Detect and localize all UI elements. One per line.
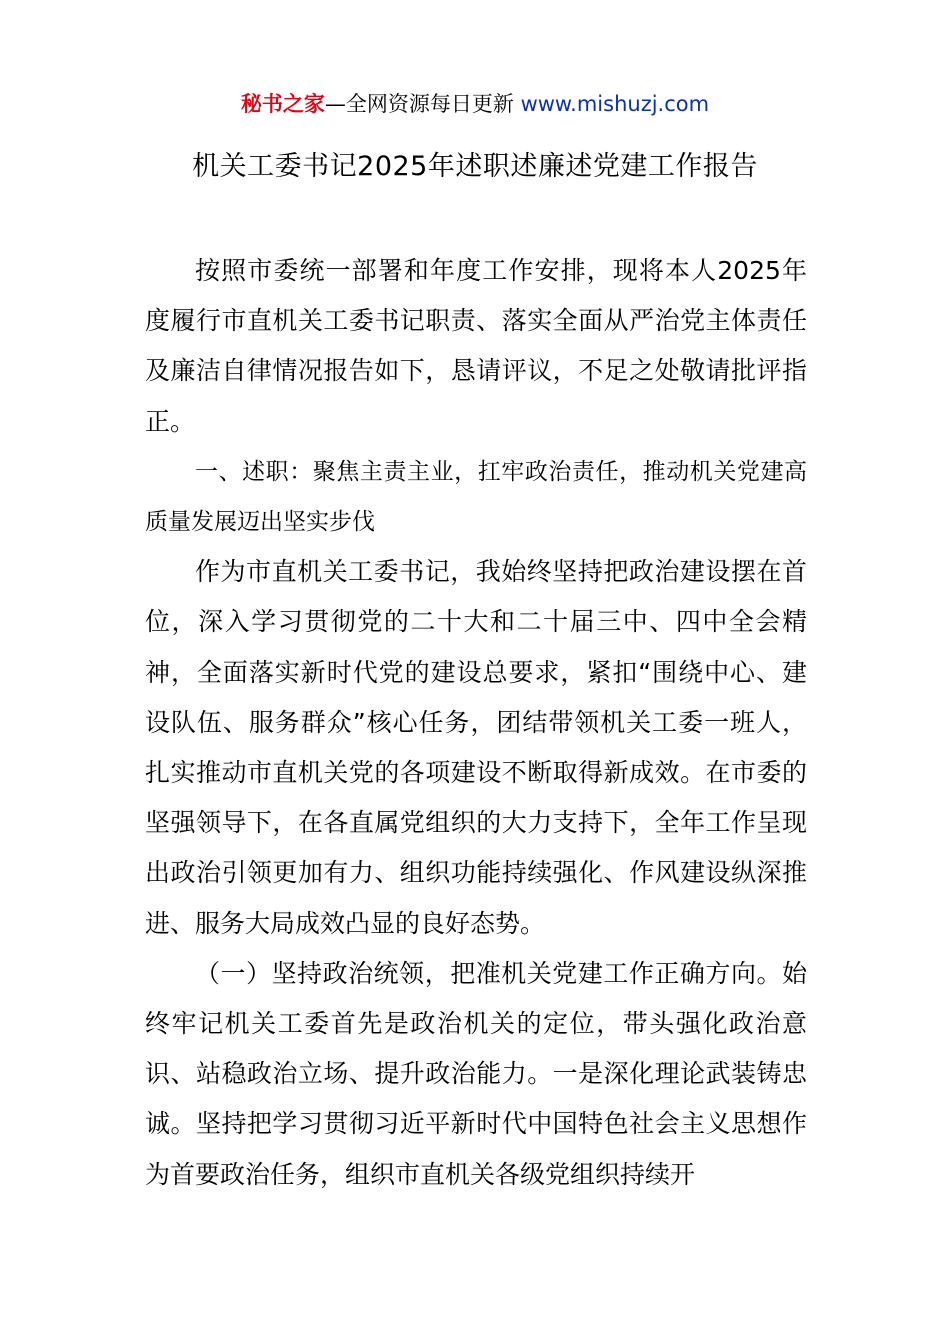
document-title: 机关工委书记2025年述职述廉述党建工作报告 [192,151,758,182]
section-heading-one: 一、述职：聚焦主责主业，扛牢政治责任，推动机关党建高质量发展迈出坚实步伐 [145,458,807,536]
body-paragraph: 作为市直机关工委书记，我始终坚持把政治建设摆在首位，深入学习贯彻党的二十大和二十届三中、四中全会精神，全面落实新时代党的建设总要求，紧扣“围绕中心、建设队伍、服务群众”核心任务，团结带领机关工委一班人，扎实推动市直机关党的各项建设不断取得新成效。在市委的坚强领导下，在各直属党组织的大力支持下，全年工作呈现出政治引领更加有力、组织功能持续强化、作风建设纵深推进、服务大局成效凸显的良好态势。 [145,557,807,938]
watermark-header [0,88,950,120]
site-url-link[interactable]: www.mishuzj.com [520,92,710,116]
header-tagline: —全网资源每日更新 [324,92,521,116]
intro-paragraph: 按照市委统一部署和年度工作安排，现将本人2025年度履行市直机关工委书记职责、落实全面从严治党主体责任及廉洁自律情况报告如下，恳请评议，不足之处敬请批评指正。 [145,256,807,436]
brand-name: 秘书之家 [240,92,325,116]
document-body [145,246,807,1200]
body-paragraph: （一）坚持政治统领，把准机关党建工作正确方向。始终牢记机关工委首先是政治机关的定位，带头强化政治意识、站稳政治立场、提升政治能力。一是深化理论武装铸忠诚。坚持把学习贯彻习近平新时代中国特色社会主义思想作为首要政治任务，组织市直机关各级党组织持续开 [145,958,807,1189]
